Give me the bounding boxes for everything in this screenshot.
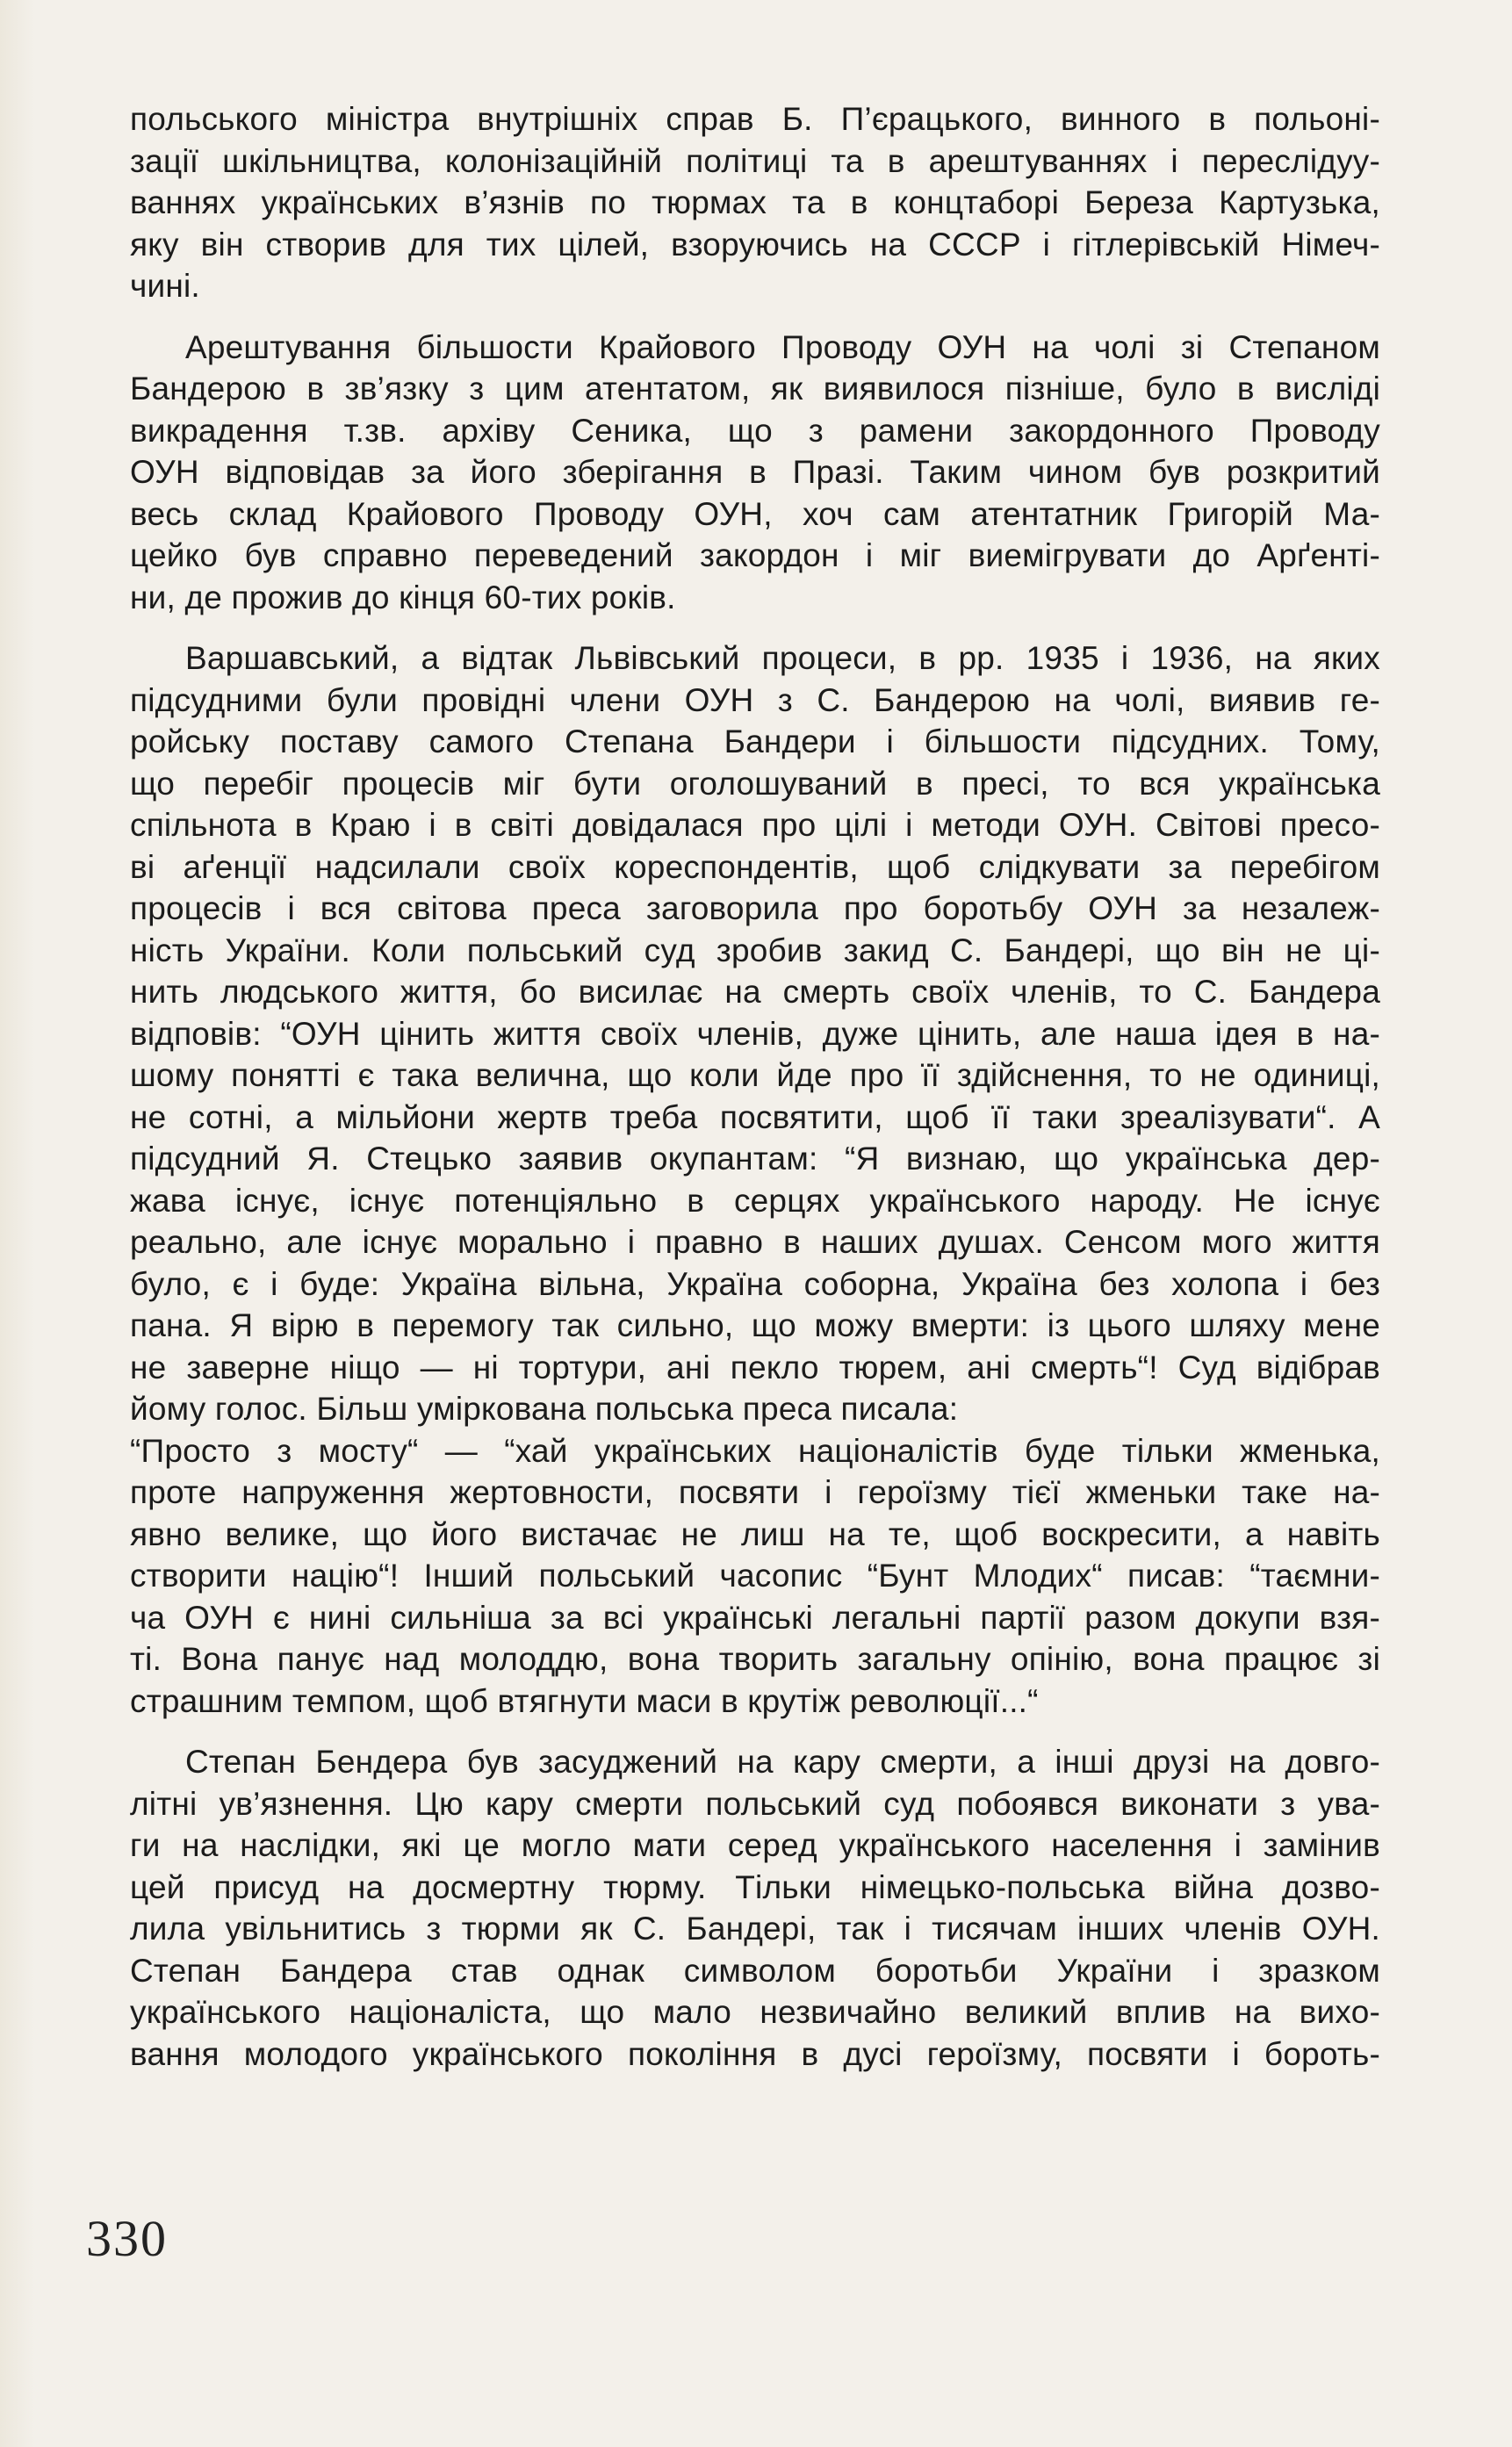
text-line: викрадення т.зв. архіву Сеника, що з рамени закордонного Проводу: [130, 412, 1380, 449]
text-line: не сотні, а мільйони жертв треба посвятити, щоб її таки зреалізувати“. А: [130, 1098, 1380, 1135]
text-line: зації шкільництва, колонізаційній політиці та в арештуваннях і переслідуу-: [130, 142, 1380, 179]
text-line: цейко був справно переведений закордон і міг виемігрувати до Арґенті-: [130, 537, 1380, 573]
text-line: ність України. Коли польський суд зробив закид С. Бандері, що він не ці-: [130, 932, 1380, 968]
text-line: реально, але існує морально і правно в наших душах. Сенсом мого життя: [130, 1224, 1380, 1260]
text-line: ві аґенції надсилали своїх кореспондентів, щоб слідкувати за перебігом: [130, 848, 1380, 885]
text-line: ни, де прожив до кінця 60-тих років.: [130, 579, 676, 615]
text-line: не заверне ніщо — ні тортури, ані пекло тюрем, ані смерть“! Суд відібрав: [130, 1349, 1380, 1385]
text-line: “Просто з мосту“ — “хай українських націоналістів буде тільки жменька,: [130, 1432, 1380, 1469]
text-line: спільнота в Краю і в світі довідалася про цілі і методи ОУН. Світові пресо-: [130, 807, 1380, 843]
text-line: Варшавський, а відтак Львівський процеси, в рр. 1935 і 1936, на яких: [185, 640, 1380, 676]
text-line: нить людського життя, бо висилає на смерть своїх членів, то С. Бандера: [130, 974, 1380, 1010]
text-line: ройську поставу самого Степана Бандери і більшости підсудних. Тому,: [130, 723, 1380, 759]
text-line: ча ОУН є нині сильніша за всі українські легальні партії разом докупи взя-: [130, 1599, 1380, 1636]
text-line: підсудний Я. Стецько заявив окупантам: “Я визнаю, що українська дер-: [130, 1141, 1380, 1177]
text-line: явно велике, що його вистачає не лиш на те, щоб воскресити, а навіть: [130, 1515, 1380, 1552]
text-line: ваннях українських в’язнів по тюрмах та в концтаборі Береза Картузька,: [130, 184, 1380, 220]
text-line: яку він створив для тих цілей, взоруючись на СССР і гітлерівській Німеч-: [130, 226, 1380, 263]
text-line: літні ув’язнення. Цю кару смерти польський суд побоявся виконати з ува-: [130, 1785, 1380, 1822]
text-line: цей присуд на досмертну тюрму. Тільки німецько-польська війна дозво-: [130, 1868, 1380, 1905]
text-line: що перебіг процесів міг бути оголошуваний в пресі, то вся українська: [130, 765, 1380, 802]
text-line: ОУН відповідав за його зберігання в Празі. Таким чином був розкритий: [130, 454, 1380, 490]
text-line: ги на наслідки, які це могло мати серед українського населення і замінив: [130, 1827, 1380, 1863]
text-line: процесів і вся світова преса заговорила про боротьбу ОУН за незалеж-: [130, 890, 1380, 926]
text-line: Бандерою в зв’язку з цим атентатом, як виявилося пізніше, було в висліді: [130, 371, 1380, 407]
text-line: українського націоналіста, що мало незвичайно великий вплив на вихо-: [130, 1994, 1380, 2030]
text-line: підсудними були провідні члени ОУН з С. Бандерою на чолі, виявив ге-: [130, 681, 1380, 718]
text-line: лила увільнитись з тюрми як С. Бандері, так і тисячам інших членів ОУН.: [130, 1911, 1380, 1947]
text-line: Арештування більшости Крайового Проводу ОУН на чолі зі Степаном: [185, 328, 1380, 365]
text-line: Степан Бандера став однак символом боротьби України і зразком: [130, 1952, 1380, 1989]
page-number: 330: [86, 2210, 168, 2267]
text-line: було, є і буде: Україна вільна, Україна соборна, Україна без холопа і без: [130, 1265, 1380, 1302]
text-line: вання молодого українського покоління в дусі героїзму, посвяти і бороть-: [130, 2035, 1380, 2072]
text-line: Степан Бендера був засуджений на кару смерти, а інші друзі на довго-: [185, 1744, 1380, 1780]
text-line: весь склад Крайового Проводу ОУН, хоч сам атентатник Григорій Ма-: [130, 495, 1380, 532]
body-text: [130, 98, 1380, 2075]
text-line: створити націю“! Інший польський часопис “Бунт Млодих“ писав: “таємни-: [130, 1558, 1380, 1594]
paragraph-2: [130, 327, 1380, 619]
text-line: страшним темпом, щоб втягнути маси в крутіж революції...“: [130, 1682, 1039, 1719]
text-line: чині.: [130, 268, 200, 304]
paper-edge: [0, 0, 35, 2447]
text-line: ті. Вона панує над молоддю, вона творить загальну опінію, вона працює зі: [130, 1641, 1380, 1677]
text-line: шому понятті є така велична, що коли йде про її здійснення, то не одиниці,: [130, 1057, 1380, 1093]
text-line: жава існує, існує потенціяльно в серцях українського народу. Не існує: [130, 1182, 1380, 1219]
text-line: проте напруження жертовности, посвяти і героїзму тієї жменьки таке на-: [130, 1474, 1380, 1510]
text-line: польського міністра внутрішніх справ Б. П’єрацького, винного в польоні-: [130, 101, 1380, 137]
paragraph-3: [130, 637, 1380, 1722]
text-line: йому голос. Більш уміркована польська преса писала:: [130, 1391, 959, 1427]
text-line: пана. Я вірю в перемогу так сильно, що можу вмерти: із цього шляху мене: [130, 1307, 1380, 1343]
paragraph-4: [130, 1741, 1380, 2075]
text-line: відповів: “ОУН цінить життя своїх членів, дуже цінить, але наша ідея в на-: [130, 1015, 1380, 1052]
paragraph-1: [130, 98, 1380, 307]
